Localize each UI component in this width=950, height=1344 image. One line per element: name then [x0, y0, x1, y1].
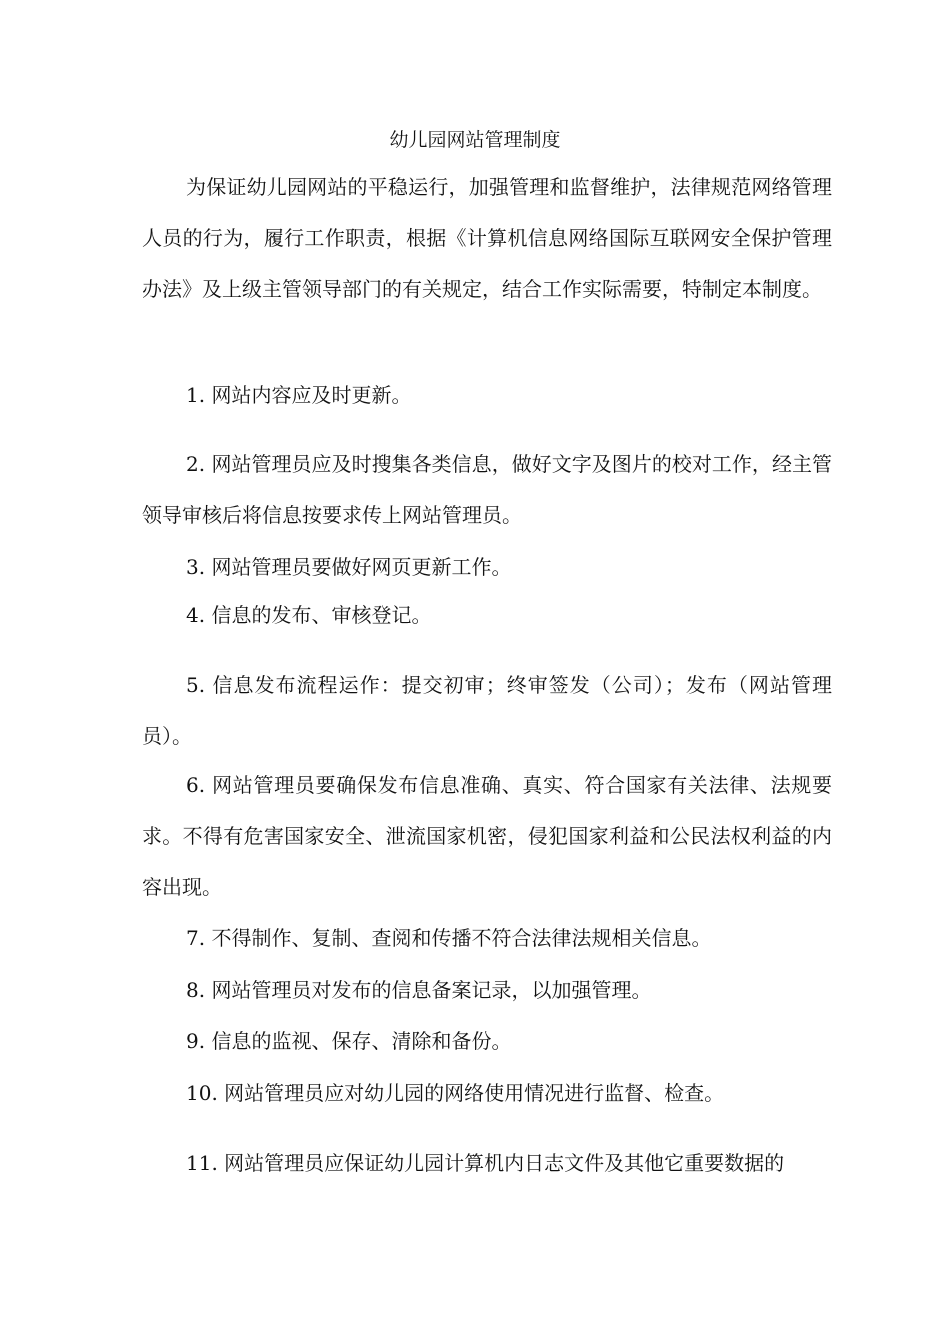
rule-item-6: 6. 网站管理员要确保发布信息准确、真实、符合国家有关法律、法规要求。不得有危害国家安全、泄流国家机密，侵犯国家利益和公民法权利益的内容出现。: [142, 773, 832, 899]
intro-paragraph: 为保证幼儿园网站的平稳运行，加强管理和监督维护，法律规范网络管理人员的行为，履行工作职责，根据《计算机信息网络国际互联网安全保护管理办法》及上级主管领导部门的有关规定，结合工作实际需要，特制定本制度。: [142, 175, 832, 301]
rule-item-7: 7. 不得制作、复制、查阅和传播不符合法律法规相关信息。: [186, 926, 712, 950]
document-title: 幼儿园网站管理制度: [389, 129, 561, 151]
rule-item-4: 4. 信息的发布、审核登记。: [186, 603, 432, 627]
rule-item-1: 1. 网站内容应及时更新。: [186, 383, 412, 407]
rule-item-10: 10. 网站管理员应对幼儿园的网络使用情况进行监督、检查。: [186, 1081, 725, 1105]
rule-item-2: 2. 网站管理员应及时搜集各类信息，做好文字及图片的校对工作，经主管领导审核后将信息按要求传上网站管理员。: [142, 452, 832, 527]
rule-item-8: 8. 网站管理员对发布的信息备案记录，以加强管理。: [186, 978, 652, 1002]
rule-item-11: 11. 网站管理员应保证幼儿园计算机内日志文件及其他它重要数据的: [186, 1151, 785, 1175]
rule-item-3: 3. 网站管理员要做好网页更新工作。: [186, 555, 512, 579]
rule-item-9: 9. 信息的监视、保存、清除和备份。: [186, 1029, 512, 1053]
rule-item-5: 5. 信息发布流程运作：提交初审；终审签发（公司）；发布（网站管理员）。: [142, 673, 832, 748]
